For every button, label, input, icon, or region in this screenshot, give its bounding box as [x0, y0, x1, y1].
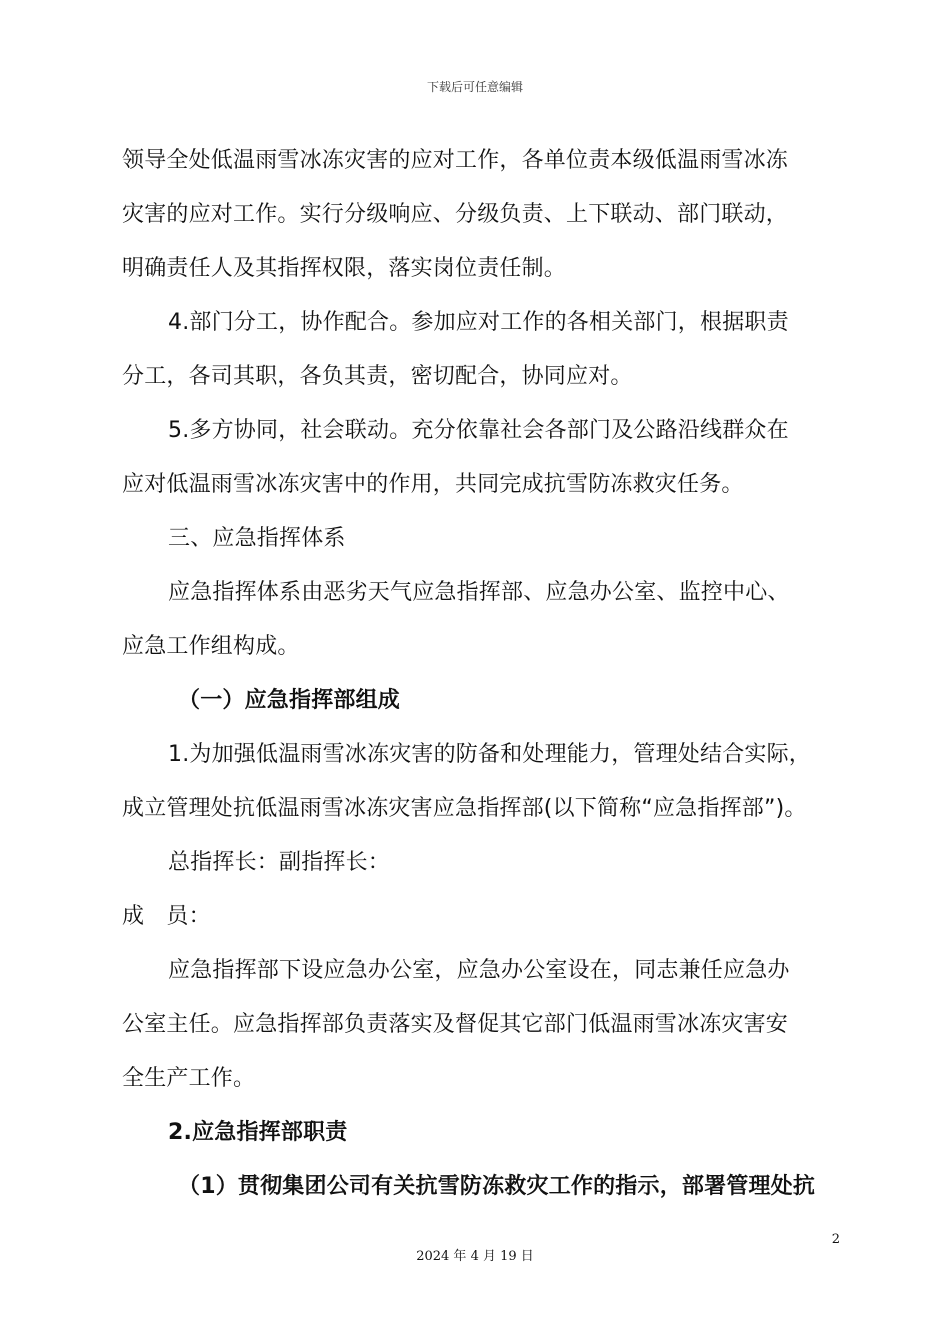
paragraph-line: 应急工作组构成。	[122, 634, 300, 659]
paragraph-line: 灾害的应对工作。实行分级响应、分级负责、上下联动、部门联动，	[122, 202, 789, 227]
paragraph-line: 公室主任。应急指挥部负责落实及督促其它部门低温雨雪冰冻灾害安	[122, 1012, 789, 1037]
paragraph-line: 全生产工作。	[122, 1066, 256, 1091]
paragraph-line: 明确责任人及其指挥权限，落实岗位责任制。	[122, 256, 567, 281]
page-number: 2	[831, 1232, 840, 1247]
document-body	[122, 134, 842, 1214]
section-heading: 三、应急指挥体系	[168, 526, 346, 551]
paragraph-line: 5.多方协同，社会联动。充分依靠社会各部门及公路沿线群众在	[168, 418, 789, 443]
paragraph-line: 应对低温雨雪冰冻灾害中的作用，共同完成抗雪防冻救灾任务。	[122, 472, 744, 497]
subsection-heading: （一）应急指挥部组成	[178, 688, 401, 713]
subsection-heading: 2.应急指挥部职责	[168, 1120, 348, 1145]
page-header: 下载后可任意编辑	[426, 80, 523, 94]
paragraph-line: 应急指挥体系由恶劣天气应急指挥部、应急办公室、监控中心、	[168, 580, 790, 605]
paragraph-line: （1）贯彻集团公司有关抗雪防冻救灾工作的指示，部署管理处抗	[178, 1174, 816, 1199]
paragraph-line: 总指挥长：副指挥长：	[168, 850, 391, 875]
paragraph-line: 成立管理处抗低温雨雪冰冻灾害应急指挥部(以下简称“应急指挥部”)。	[122, 796, 807, 821]
paragraph-line: 领导全处低温雨雪冰冻灾害的应对工作，各单位责本级低温雨雪冰冻	[122, 148, 789, 173]
footer-date: 2024 年 4 月 19 日	[416, 1249, 534, 1264]
paragraph-line: 4.部门分工，协作配合。参加应对工作的各相关部门，根据职责	[168, 310, 789, 335]
paragraph-line: 分工，各司其职，各负其责，密切配合，协同应对。	[122, 364, 633, 389]
paragraph-line: 1.为加强低温雨雪冰冻灾害的防备和处理能力，管理处结合实际，	[168, 742, 811, 767]
paragraph-line: 成 员：	[122, 904, 211, 929]
paragraph-line: 应急指挥部下设应急办公室，应急办公室设在，同志兼任应急办	[168, 958, 790, 983]
